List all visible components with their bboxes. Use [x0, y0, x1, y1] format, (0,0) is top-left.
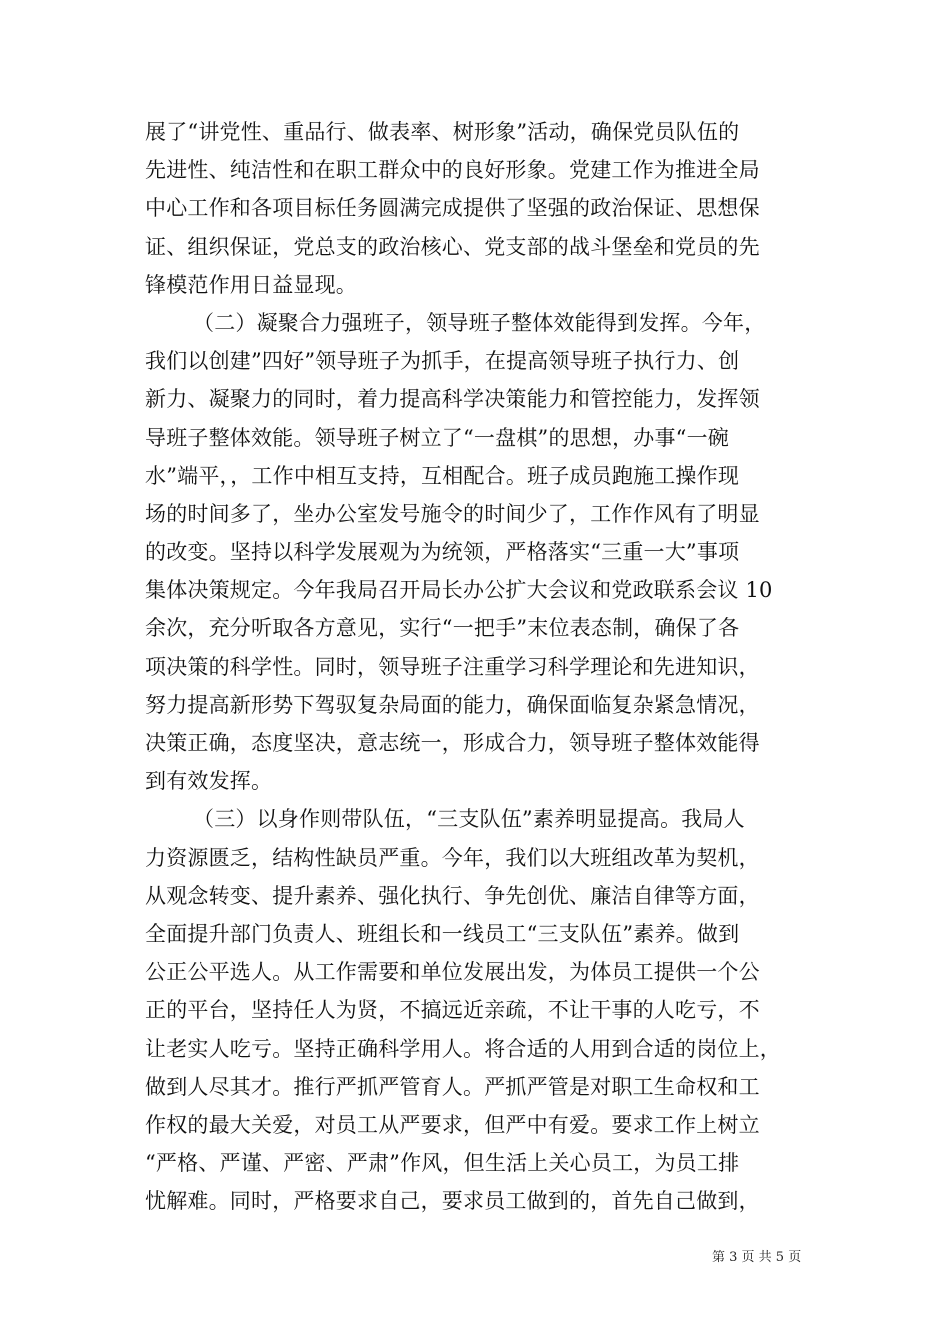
text-line: 余次，充分听取各方意见，实行“一把手”末位表态制，确保了各 [145, 616, 740, 641]
document-body [145, 113, 810, 1220]
text-line: 到有效发挥。 [145, 769, 273, 794]
text-line: “严格、严谨、严密、严肃”作风，但生活上关心员工，为员工排 [145, 1151, 740, 1176]
text-line: 做到人尽其才。推行严抓严管育人。严抓严管是对职工生命权和工 [145, 1074, 760, 1099]
text-line: 力资源匮乏，结构性缺员严重。今年，我们以大班组改革为契机， [145, 845, 760, 870]
text-line: 锋模范作用日益显现。 [145, 272, 357, 297]
text-line: 导班子整体效能。领导班子树立了“一盘棋”的思想，办事“一碗 [145, 425, 730, 450]
text-line: 证、组织保证，党总支的政治核心、党支部的战斗堡垒和党员的先 [145, 234, 760, 259]
text-line: 场的时间多了，坐办公室发号施令的时间少了，工作作风有了明显 [145, 501, 760, 526]
text-line: 全面提升部门负责人、班组长和一线员工“三支队伍”素养。做到 [145, 921, 740, 946]
text-line: 从观念转变、提升素养、强化执行、争先创优、廉洁自律等方面， [145, 883, 760, 908]
page-number-footer: 第 3 页 共 5 页 [712, 1250, 802, 1265]
text-line: 水”端平，，工作中相互支持，互相配合。班子成员跑施工操作现 [145, 463, 740, 488]
text-line: 先进性、纯洁性和在职工群众中的良好形象。党建工作为推进全局 [145, 158, 760, 183]
text-line: 项决策的科学性。同时，领导班子注重学习科学理论和先进知识， [145, 654, 760, 679]
text-line: 作权的最大关爱，对员工从严要求，但严中有爱。要求工作上树立 [145, 1112, 760, 1137]
text-line: 决策正确，态度坚决，意志统一，形成合力，领导班子整体效能得 [145, 731, 760, 755]
text-line: 集体决策规定。今年我局召开局长办公扩大会议和党政联系会议 10 [145, 578, 773, 603]
text-line: 努力提高新形势下驾驭复杂局面的能力，确保面临复杂紧急情况， [145, 692, 760, 717]
text-line: （三）以身作则带队伍，“三支队伍”素养明显提高。我局人 [193, 807, 745, 832]
text-line: 公正公平选人。从工作需要和单位发展出发，为体员工提供一个公 [145, 960, 760, 985]
text-line: 正的平台，坚持任人为贤，不搞远近亲疏，不让干事的人吃亏，不 [145, 998, 760, 1023]
text-line: 新力、凝聚力的同时，着力提高科学决策能力和管控能力，发挥领 [145, 387, 760, 412]
text-line: 的改变。坚持以科学发展观为为统领，严格落实“三重一大”事项 [145, 540, 740, 565]
text-line: 让老实人吃亏。坚持正确科学用人。将合适的人用到合适的岗位上， [145, 1036, 781, 1061]
text-line: （二）凝聚合力强班子，领导班子整体效能得到发挥。今年， [193, 310, 766, 335]
text-line: 展了“讲党性、重品行、做表率、树形象”活动，确保党员队伍的 [145, 120, 740, 144]
text-line: 中心工作和各项目标任务圆满完成提供了坚强的政治保证、思想保 [145, 196, 760, 221]
text-line: 忧解难。同时，严格要求自己，要求员工做到的，首先自己做到， [145, 1189, 760, 1214]
text-line: 我们以创建”四好”领导班子为抓手，在提高领导班子执行力、创 [145, 349, 740, 374]
